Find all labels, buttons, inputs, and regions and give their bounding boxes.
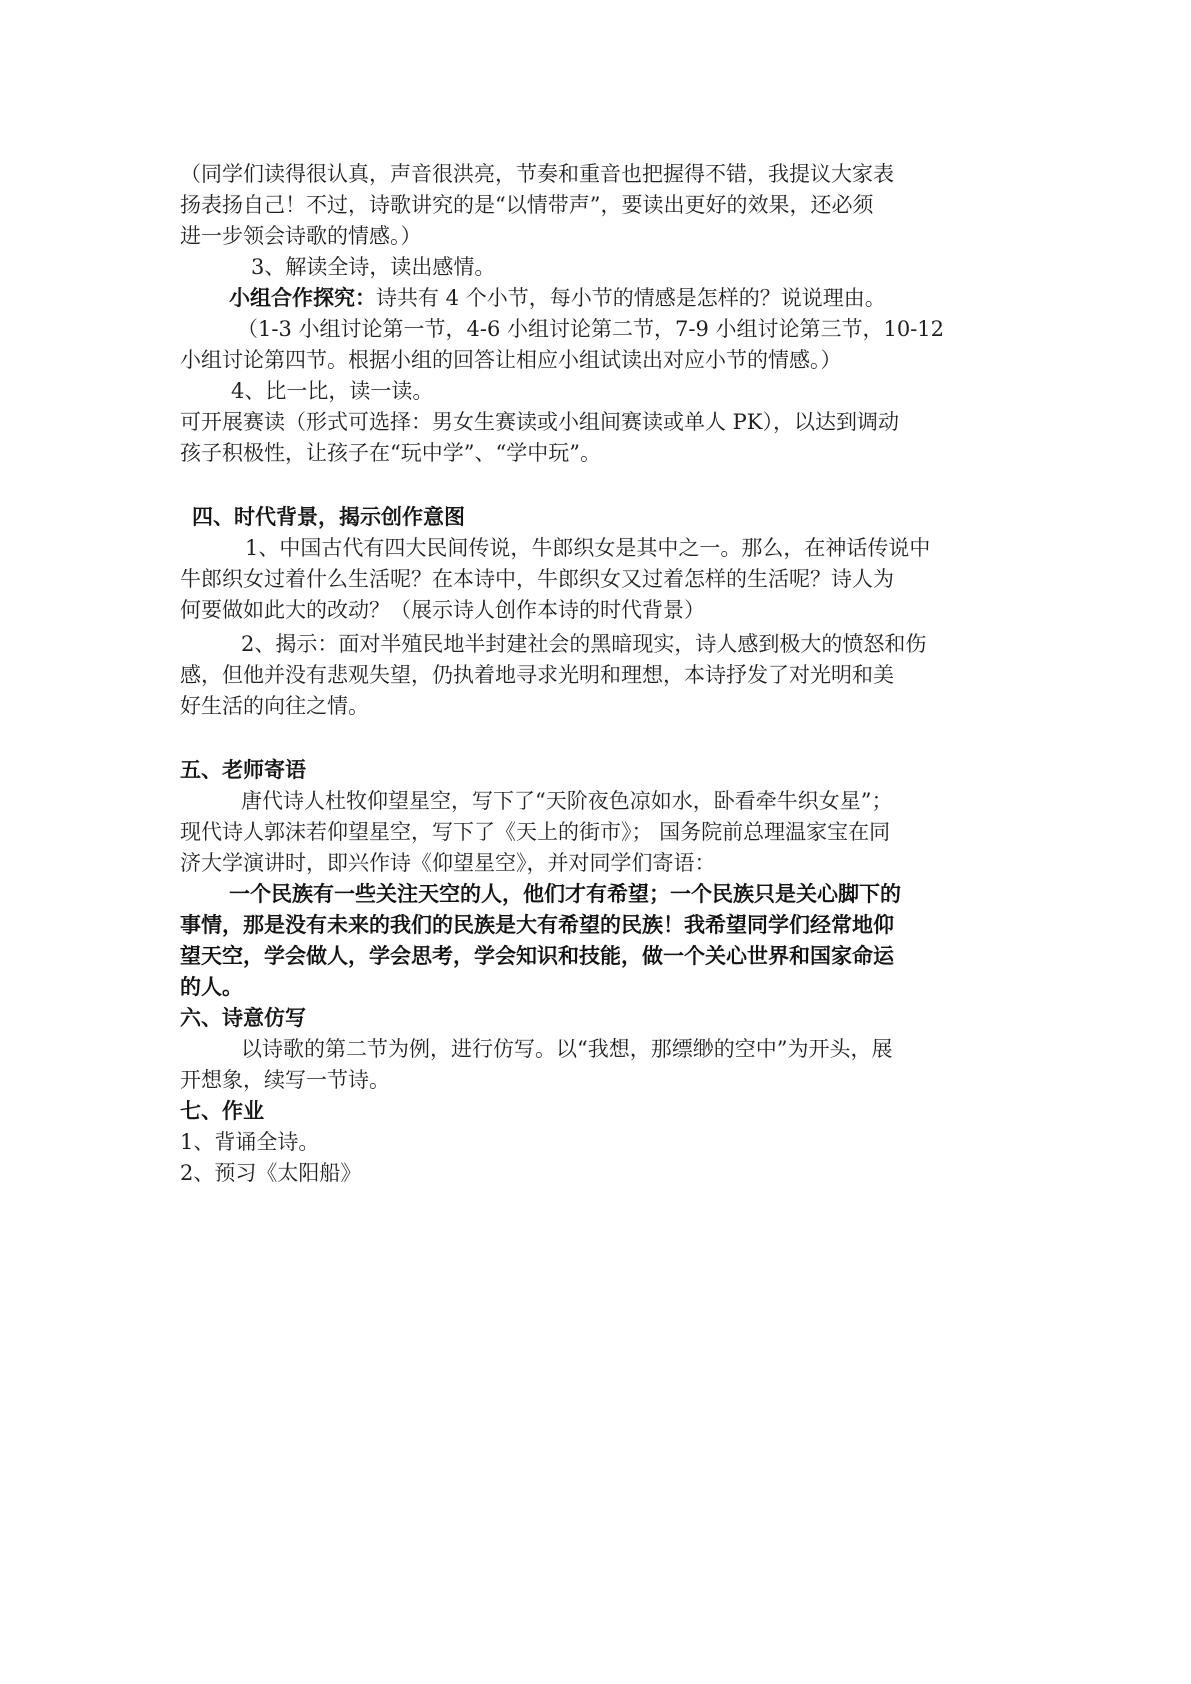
homework-item-1: 1、背诵全诗。 <box>180 1130 320 1154</box>
section-7-heading: 七、作业 <box>180 1099 264 1123</box>
comment-line-2: 扬表扬自己！不过，诗歌讲究的是“以情带声”，要读出更好的效果，还必须 <box>180 193 874 217</box>
group-note-line-2: 小组讨论第四节。根据小组的回答让相应小组试读出对应小节的情感。） <box>180 348 842 372</box>
quote-line-4: 的人。 <box>180 975 243 999</box>
comment-line-3: 进一步领会诗歌的情感。） <box>180 224 422 248</box>
sec6-p1-line-1: 以诗歌的第二节为例，进行仿写。以“我想，那缥缈的空中”为开头，展 <box>241 1037 893 1061</box>
sec4-p1-line-2: 牛郎织女过着什么生活呢？在本诗中，牛郎织女又过着怎样的生活呢？诗人为 <box>180 567 894 591</box>
homework-item-2: 2、预习《太阳船》 <box>180 1161 362 1185</box>
sec4-p1-line-1: 1、中国古代有四大民间传说，牛郎织女是其中之一。那么，在神话传说中 <box>245 536 931 560</box>
sec5-p1-line-2: 现代诗人郭沫若仰望星空，写下了《天上的街市》； 国务院前总理温家宝在同 <box>180 820 891 844</box>
sec5-p1-line-3: 济大学演讲时，即兴作诗《仰望星空》，并对同学们寄语： <box>180 851 716 875</box>
sec5-p1-line-1: 唐代诗人杜牧仰望星空，写下了“天阶夜色凉如水，卧看牵牛织女星”； <box>241 789 893 813</box>
sec4-p2-line-3: 好生活的向往之情。 <box>180 694 369 718</box>
quote-line-1: 一个民族有一些关注天空的人，他们才有希望；一个民族只是关心脚下的 <box>229 882 901 906</box>
step-4: 4、比一比，读一读。 <box>231 379 434 403</box>
section-6-heading: 六、诗意仿写 <box>180 1006 306 1030</box>
compare-line-2: 孩子积极性，让孩子在“玩中学”、“学中玩”。 <box>180 441 601 465</box>
group-inquiry-label: 小组合作探究： <box>229 286 376 310</box>
quote-line-3: 望天空，学会做人，学会思考，学会知识和技能，做一个关心世界和国家命运 <box>180 944 894 968</box>
sec4-p1-line-3: 何要做如此大的改动？（展示诗人创作本诗的时代背景） <box>180 598 705 622</box>
comment-line-1: （同学们读得很认真，声音很洪亮，节奏和重音也把握得不错，我提议大家表 <box>180 162 894 186</box>
quote-line-2: 事情，那是没有未来的我们的民族是大有希望的民族！我希望同学们经常地仰 <box>180 913 894 937</box>
sec6-p1-line-2: 开想象，续写一节诗。 <box>180 1068 390 1092</box>
group-note-line-1: （1-3 小组讨论第一节，4-6 小组讨论第二节，7-9 小组讨论第三节，10-12 <box>237 317 945 341</box>
sec4-p2-line-2: 感，但他并没有悲观失望，仍执着地寻求光明和理想，本诗抒发了对光明和美 <box>180 663 894 687</box>
group-inquiry-text: 诗共有 4 个小节，每小节的情感是怎样的？说说理由。 <box>376 286 886 310</box>
compare-line-1: 可开展赛读（形式可选择：男女生赛读或小组间赛读或单人 PK），以达到调动 <box>180 410 899 434</box>
section-5-heading: 五、老师寄语 <box>180 758 306 782</box>
step-3: 3、解读全诗，读出感情。 <box>251 255 496 279</box>
group-inquiry <box>229 284 886 313</box>
section-4-heading: 四、时代背景，揭示创作意图 <box>192 505 465 529</box>
sec4-p2-line-1: 2、揭示：面对半殖民地半封建社会的黑暗现实，诗人感到极大的愤怒和伤 <box>241 632 927 656</box>
